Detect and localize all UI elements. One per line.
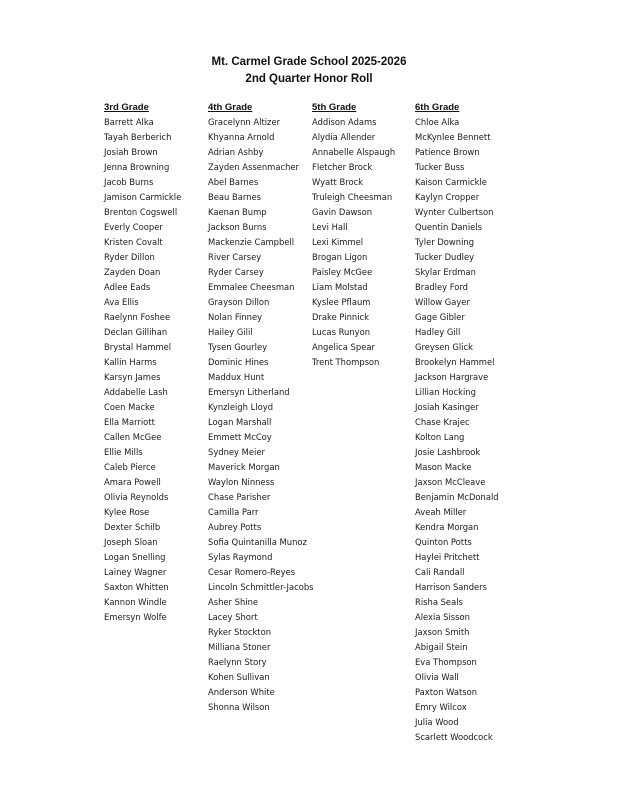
student-name: Emersyn Wolfe bbox=[104, 612, 167, 622]
student-name: Aubrey Potts bbox=[208, 522, 262, 532]
student-name: Olivia Reynolds bbox=[104, 492, 169, 502]
student-name: Mason Macke bbox=[415, 462, 472, 472]
student-name: Coen Macke bbox=[104, 402, 155, 412]
student-name: Addabelle Lash bbox=[104, 387, 168, 397]
student-name: Kendra Morgan bbox=[415, 522, 479, 532]
student-name: Kallin Harms bbox=[104, 357, 157, 367]
student-name: Chloe Alka bbox=[415, 117, 460, 127]
student-name: Paxton Watson bbox=[415, 687, 478, 697]
student-name: Tucker Dudley bbox=[415, 252, 475, 262]
student-name: Jamison Carmickle bbox=[104, 192, 182, 202]
student-name: Alydia Allender bbox=[312, 132, 376, 142]
student-name: Jackson Hargrave bbox=[415, 372, 489, 382]
student-name: Emry Wilcox bbox=[415, 702, 467, 712]
student-name: Greysen Glick bbox=[415, 342, 473, 352]
student-name: Kaylyn Cropper bbox=[415, 192, 480, 202]
student-name: Patience Brown bbox=[415, 147, 480, 157]
student-name: Willow Gayer bbox=[415, 297, 470, 307]
student-name: Khyanna Arnold bbox=[208, 132, 275, 142]
student-name: Gracelynn Altizer bbox=[208, 117, 281, 127]
student-name: Sydney Meier bbox=[208, 447, 265, 457]
student-name: Asher Shine bbox=[208, 597, 259, 607]
student-name: Abel Barnes bbox=[208, 177, 259, 187]
student-name: Anderson White bbox=[208, 687, 275, 697]
student-name: Lacey Short bbox=[208, 612, 258, 622]
student-name: Nolan Finney bbox=[208, 312, 263, 322]
student-name: Josiah Kasinger bbox=[415, 402, 479, 412]
grade-column-4th bbox=[208, 100, 318, 715]
student-name: Bradley Ford bbox=[415, 282, 468, 292]
student-name: Quentin Daniels bbox=[415, 222, 482, 232]
student-name: Hailey Gilil bbox=[208, 327, 253, 337]
student-name: Sofia Quintanilla Munoz bbox=[208, 537, 307, 547]
student-name: Skylar Erdman bbox=[415, 267, 476, 277]
grade-column-6th bbox=[415, 100, 535, 745]
student-name: Logan Marshall bbox=[208, 417, 272, 427]
student-name: Jaxson Smith bbox=[415, 627, 470, 637]
student-name: Sylas Raymond bbox=[208, 552, 273, 562]
student-name: Risha Seals bbox=[415, 597, 463, 607]
student-name: Caleb Pierce bbox=[104, 462, 156, 472]
student-name: Ryder Dillon bbox=[104, 252, 155, 262]
student-name: Brystal Hammel bbox=[104, 342, 172, 352]
name-list bbox=[415, 115, 535, 745]
student-name: Addison Adams bbox=[312, 117, 377, 127]
grade-header: 4th Grade bbox=[208, 102, 253, 113]
grade-column-5th bbox=[312, 100, 422, 370]
student-name: Lainey Wagner bbox=[104, 567, 167, 577]
student-name: Truleigh Cheesman bbox=[312, 192, 393, 202]
school-year-title: Mt. Carmel Grade School 2025-2026 bbox=[211, 56, 407, 68]
student-name: Joseph Sloan bbox=[104, 537, 158, 547]
student-name: Kyslee Pflaum bbox=[312, 297, 371, 307]
student-name: Cali Randall bbox=[415, 567, 465, 577]
student-name: Julia Wood bbox=[415, 717, 459, 727]
student-name: McKynlee Bennett bbox=[415, 132, 491, 142]
student-name: Wyatt Brock bbox=[312, 177, 364, 187]
student-name: Lillian Hocking bbox=[415, 387, 476, 397]
student-name: Olivia Wall bbox=[415, 672, 459, 682]
student-name: Waylon Ninness bbox=[208, 477, 275, 487]
student-name: Logan Snelling bbox=[104, 552, 166, 562]
student-name: Abigail Stein bbox=[415, 642, 468, 652]
honor-roll-title: 2nd Quarter Honor Roll bbox=[245, 73, 373, 85]
student-name: Aveah Miller bbox=[415, 507, 467, 517]
grade-header: 3rd Grade bbox=[104, 102, 149, 113]
student-name: Gavin Dawson bbox=[312, 207, 373, 217]
student-name: Ryker Stockton bbox=[208, 627, 272, 637]
student-name: Alexia Sisson bbox=[415, 612, 470, 622]
student-name: Emmett McCoy bbox=[208, 432, 272, 442]
student-name: Lucas Runyon bbox=[312, 327, 371, 337]
grade-header: 6th Grade bbox=[415, 102, 460, 113]
student-name: Shonna Wilson bbox=[208, 702, 270, 712]
student-name: Harrison Sanders bbox=[415, 582, 487, 592]
student-name: Fletcher Brock bbox=[312, 162, 373, 172]
student-name: Paisley McGee bbox=[312, 267, 373, 277]
student-name: Maddux Hunt bbox=[208, 372, 265, 382]
student-name: Ellie Mills bbox=[104, 447, 143, 457]
grade-columns bbox=[0, 100, 618, 760]
student-name: Kohen Sullivan bbox=[208, 672, 270, 682]
student-name: Dexter Schilb bbox=[104, 522, 161, 532]
student-name: Ella Marriott bbox=[104, 417, 155, 427]
student-name: Trent Thompson bbox=[312, 357, 380, 367]
name-list bbox=[208, 115, 318, 715]
student-name: Adlee Eads bbox=[104, 282, 151, 292]
student-name: Annabelle Alspaugh bbox=[312, 147, 396, 157]
student-name: Camilla Parr bbox=[208, 507, 259, 517]
student-name: Gage Gibler bbox=[415, 312, 465, 322]
student-name: Adrian Ashby bbox=[208, 147, 264, 157]
student-name: Dominic Hines bbox=[208, 357, 269, 367]
student-name: Eva Thompson bbox=[415, 657, 477, 667]
student-name: Liam Molstad bbox=[312, 282, 368, 292]
student-name: Ava Ellis bbox=[104, 297, 139, 307]
student-name: Emmalee Cheesman bbox=[208, 282, 295, 292]
student-name: Josiah Brown bbox=[104, 147, 158, 157]
student-name: Beau Barnes bbox=[208, 192, 261, 202]
student-name: Kannon Windle bbox=[104, 597, 167, 607]
name-list bbox=[312, 115, 422, 370]
student-name: Maverick Morgan bbox=[208, 462, 280, 472]
grade-header: 5th Grade bbox=[312, 102, 357, 113]
student-name: Cesar Romero-Reyes bbox=[208, 567, 296, 577]
grade-column-3rd bbox=[104, 100, 214, 625]
student-name: Tayah Berberich bbox=[104, 132, 172, 142]
student-name: Levi Hall bbox=[312, 222, 348, 232]
student-name: Lincoln Schmittler-Jacobs bbox=[208, 582, 314, 592]
student-name: Brookelyn Hammel bbox=[415, 357, 495, 367]
student-name: Brenton Cogswell bbox=[104, 207, 178, 217]
student-name: Kaenan Bump bbox=[208, 207, 267, 217]
student-name: Drake Pinnick bbox=[312, 312, 369, 322]
student-name: Ryder Carsey bbox=[208, 267, 264, 277]
student-name: Tyler Downing bbox=[415, 237, 475, 247]
student-name: Josie Lashbrook bbox=[415, 447, 481, 457]
student-name: Jenna Browning bbox=[104, 162, 170, 172]
student-name: Everly Cooper bbox=[104, 222, 163, 232]
student-name: Tysen Gourley bbox=[208, 342, 268, 352]
student-name: Zayden Assenmacher bbox=[208, 162, 299, 172]
student-name: Jacob Burns bbox=[104, 177, 154, 187]
student-name: Kristen Covalt bbox=[104, 237, 163, 247]
student-name: Emersyn Litherland bbox=[208, 387, 290, 397]
student-name: Haylei Pritchett bbox=[415, 552, 480, 562]
document-title bbox=[0, 54, 618, 88]
student-name: River Carsey bbox=[208, 252, 262, 262]
student-name: Raelynn Story bbox=[208, 657, 267, 667]
student-name: Declan Gillihan bbox=[104, 327, 168, 337]
student-name: Jackson Burns bbox=[208, 222, 267, 232]
student-name: Grayson Dillon bbox=[208, 297, 270, 307]
student-name: Chase Parisher bbox=[208, 492, 271, 502]
student-name: Barrett Alka bbox=[104, 117, 154, 127]
student-name: Lexi Kimmel bbox=[312, 237, 364, 247]
student-name: Quinton Potts bbox=[415, 537, 472, 547]
student-name: Mackenzie Campbell bbox=[208, 237, 295, 247]
name-list bbox=[104, 115, 214, 625]
student-name: Tucker Buss bbox=[415, 162, 465, 172]
student-name: Angelica Spear bbox=[312, 342, 375, 352]
student-name: Karsyn James bbox=[104, 372, 161, 382]
student-name: Benjamin McDonald bbox=[415, 492, 499, 502]
student-name: Chase Krajec bbox=[415, 417, 470, 427]
student-name: Zayden Doan bbox=[104, 267, 161, 277]
student-name: Saxton Whitten bbox=[104, 582, 169, 592]
student-name: Kylee Rose bbox=[104, 507, 150, 517]
student-name: Kaison Carmickle bbox=[415, 177, 487, 187]
student-name: Jaxson McCleave bbox=[415, 477, 486, 487]
student-name: Brogan Ligon bbox=[312, 252, 368, 262]
student-name: Wynter Culbertson bbox=[415, 207, 494, 217]
student-name: Raelynn Foshee bbox=[104, 312, 171, 322]
student-name: Amara Powell bbox=[104, 477, 161, 487]
student-name: Kolton Lang bbox=[415, 432, 465, 442]
student-name: Milliana Stoner bbox=[208, 642, 271, 652]
student-name: Hadley Gill bbox=[415, 327, 461, 337]
student-name: Scarlett Woodcock bbox=[415, 732, 493, 742]
student-name: Callen McGee bbox=[104, 432, 162, 442]
student-name: Kynzleigh Lloyd bbox=[208, 402, 274, 412]
